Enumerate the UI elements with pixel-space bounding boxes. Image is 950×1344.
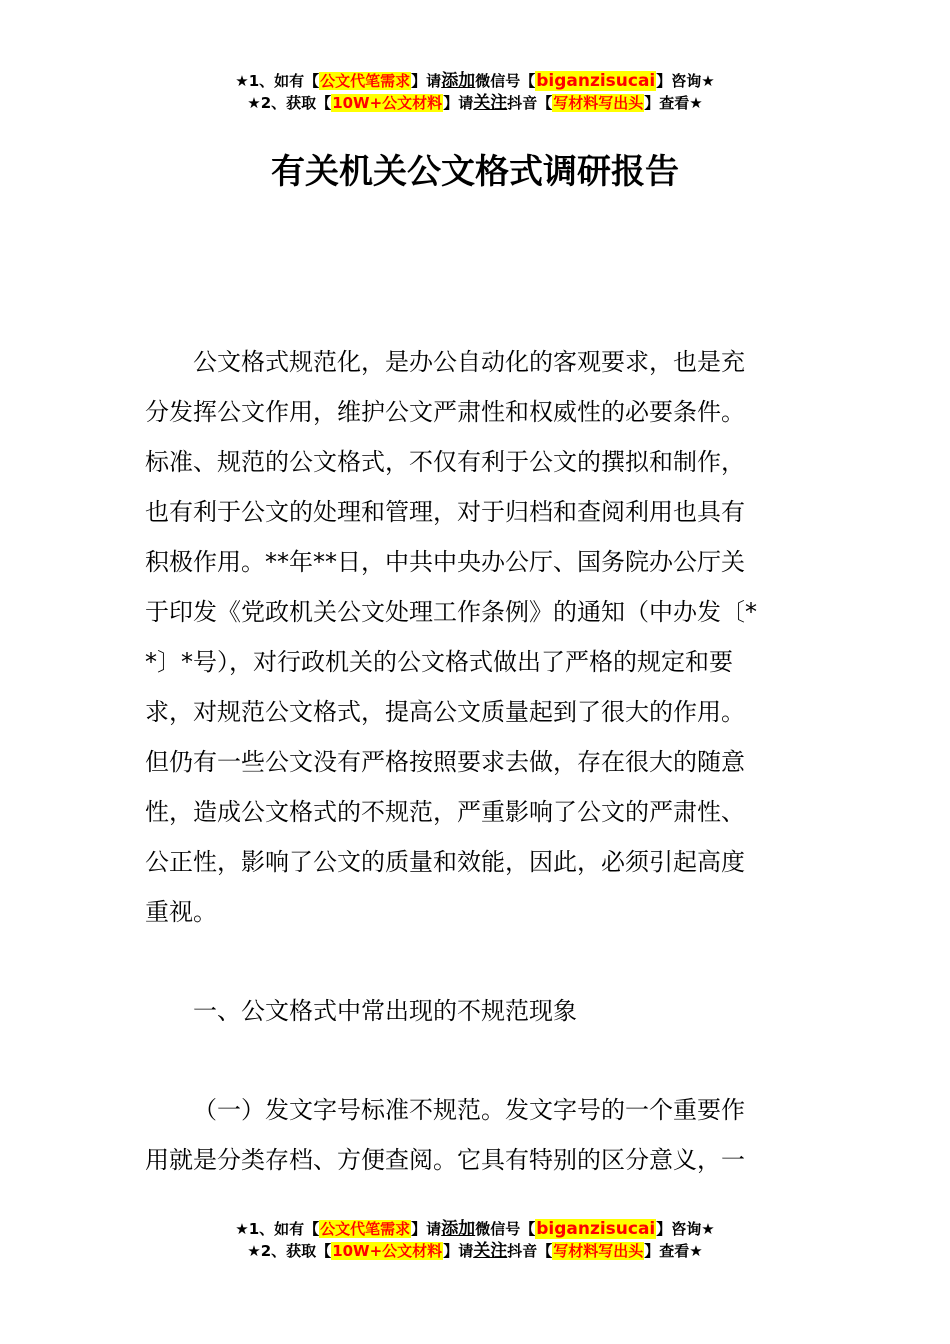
paragraph-line: 重视。 bbox=[145, 898, 217, 926]
paragraph-line: 但仍有一些公文没有严格按照要求去做，存在很大的随意 bbox=[145, 748, 745, 776]
highlight-douyin-account: 写材料写出头 bbox=[553, 1242, 644, 1260]
highlight-materials: 10W+公文材料 bbox=[332, 1242, 443, 1260]
section-heading-1: 一、公文格式中常出现的不规范现象 bbox=[193, 997, 577, 1025]
banner-text: ★2、获取【 bbox=[247, 94, 332, 112]
banner-text: 微信号【 bbox=[475, 72, 536, 90]
top-ad-banner bbox=[0, 70, 950, 114]
banner-line-2 bbox=[0, 92, 950, 114]
emphasis-add: 添加 bbox=[441, 1219, 476, 1239]
banner-line-1 bbox=[0, 70, 950, 92]
highlight-wechat-id: biganzisucai bbox=[536, 71, 656, 91]
paragraph-line: 性，造成公文格式的不规范，严重影响了公文的严肃性、 bbox=[145, 798, 745, 826]
banner-text: 】咨询★ bbox=[656, 72, 715, 90]
banner-text: 】请 bbox=[411, 1220, 442, 1238]
banner-text: 】查看★ bbox=[644, 1242, 703, 1260]
banner-text: 微信号【 bbox=[475, 1220, 536, 1238]
bottom-ad-banner bbox=[0, 1218, 950, 1262]
banner-text: 抖音【 bbox=[507, 1242, 553, 1260]
banner-text: 】请 bbox=[411, 72, 442, 90]
highlight-materials: 10W+公文材料 bbox=[332, 94, 443, 112]
banner-text: 】咨询★ bbox=[656, 1220, 715, 1238]
paragraph-line: （一）发文字号标准不规范。发文字号的一个重要作 bbox=[193, 1096, 745, 1124]
paragraph-line: 也有利于公文的处理和管理，对于归档和查阅利用也具有 bbox=[145, 498, 745, 526]
highlight-ghostwriting: 公文代笔需求 bbox=[320, 1220, 411, 1238]
banner-text: ★1、如有【 bbox=[235, 1220, 320, 1238]
paragraph-line: 分发挥公文作用，维护公文严肃性和权威性的必要条件。 bbox=[145, 398, 745, 426]
highlight-douyin-account: 写材料写出头 bbox=[553, 94, 644, 112]
paragraph-line: 公正性，影响了公文的质量和效能，因此，必须引起高度 bbox=[145, 848, 745, 876]
emphasis-follow: 关注 bbox=[473, 1241, 508, 1261]
document-title: 有关机关公文格式调研报告 bbox=[271, 152, 679, 192]
banner-text: 】查看★ bbox=[644, 94, 703, 112]
intro-paragraph bbox=[145, 337, 807, 937]
paragraph-line: *〕*号），对行政机关的公文格式做出了严格的规定和要 bbox=[145, 648, 733, 676]
highlight-ghostwriting: 公文代笔需求 bbox=[320, 72, 411, 90]
banner-text: 】请 bbox=[443, 94, 474, 112]
banner-line-1 bbox=[0, 1218, 950, 1240]
paragraph-line: 于印发《党政机关公文处理工作条例》的通知（中办发〔* bbox=[145, 598, 757, 626]
paragraph-line: 用就是分类存档、方便查阅。它具有特别的区分意义，一 bbox=[145, 1146, 745, 1174]
banner-text: ★2、获取【 bbox=[247, 1242, 332, 1260]
banner-text: ★1、如有【 bbox=[235, 72, 320, 90]
emphasis-follow: 关注 bbox=[473, 93, 508, 113]
banner-text: 抖音【 bbox=[507, 94, 553, 112]
section-paragraph bbox=[145, 1085, 807, 1185]
highlight-wechat-id: biganzisucai bbox=[536, 1219, 656, 1239]
emphasis-add: 添加 bbox=[441, 71, 476, 91]
paragraph-line: 标准、规范的公文格式，不仅有利于公文的撰拟和制作， bbox=[145, 448, 745, 476]
banner-text: 】请 bbox=[443, 1242, 474, 1260]
banner-line-2 bbox=[0, 1240, 950, 1262]
paragraph-line: 公文格式规范化，是办公自动化的客观要求，也是充 bbox=[193, 348, 745, 376]
paragraph-line: 积极作用。**年**日，中共中央办公厅、国务院办公厅关 bbox=[145, 548, 745, 576]
paragraph-line: 求，对规范公文格式，提高公文质量起到了很大的作用。 bbox=[145, 698, 745, 726]
